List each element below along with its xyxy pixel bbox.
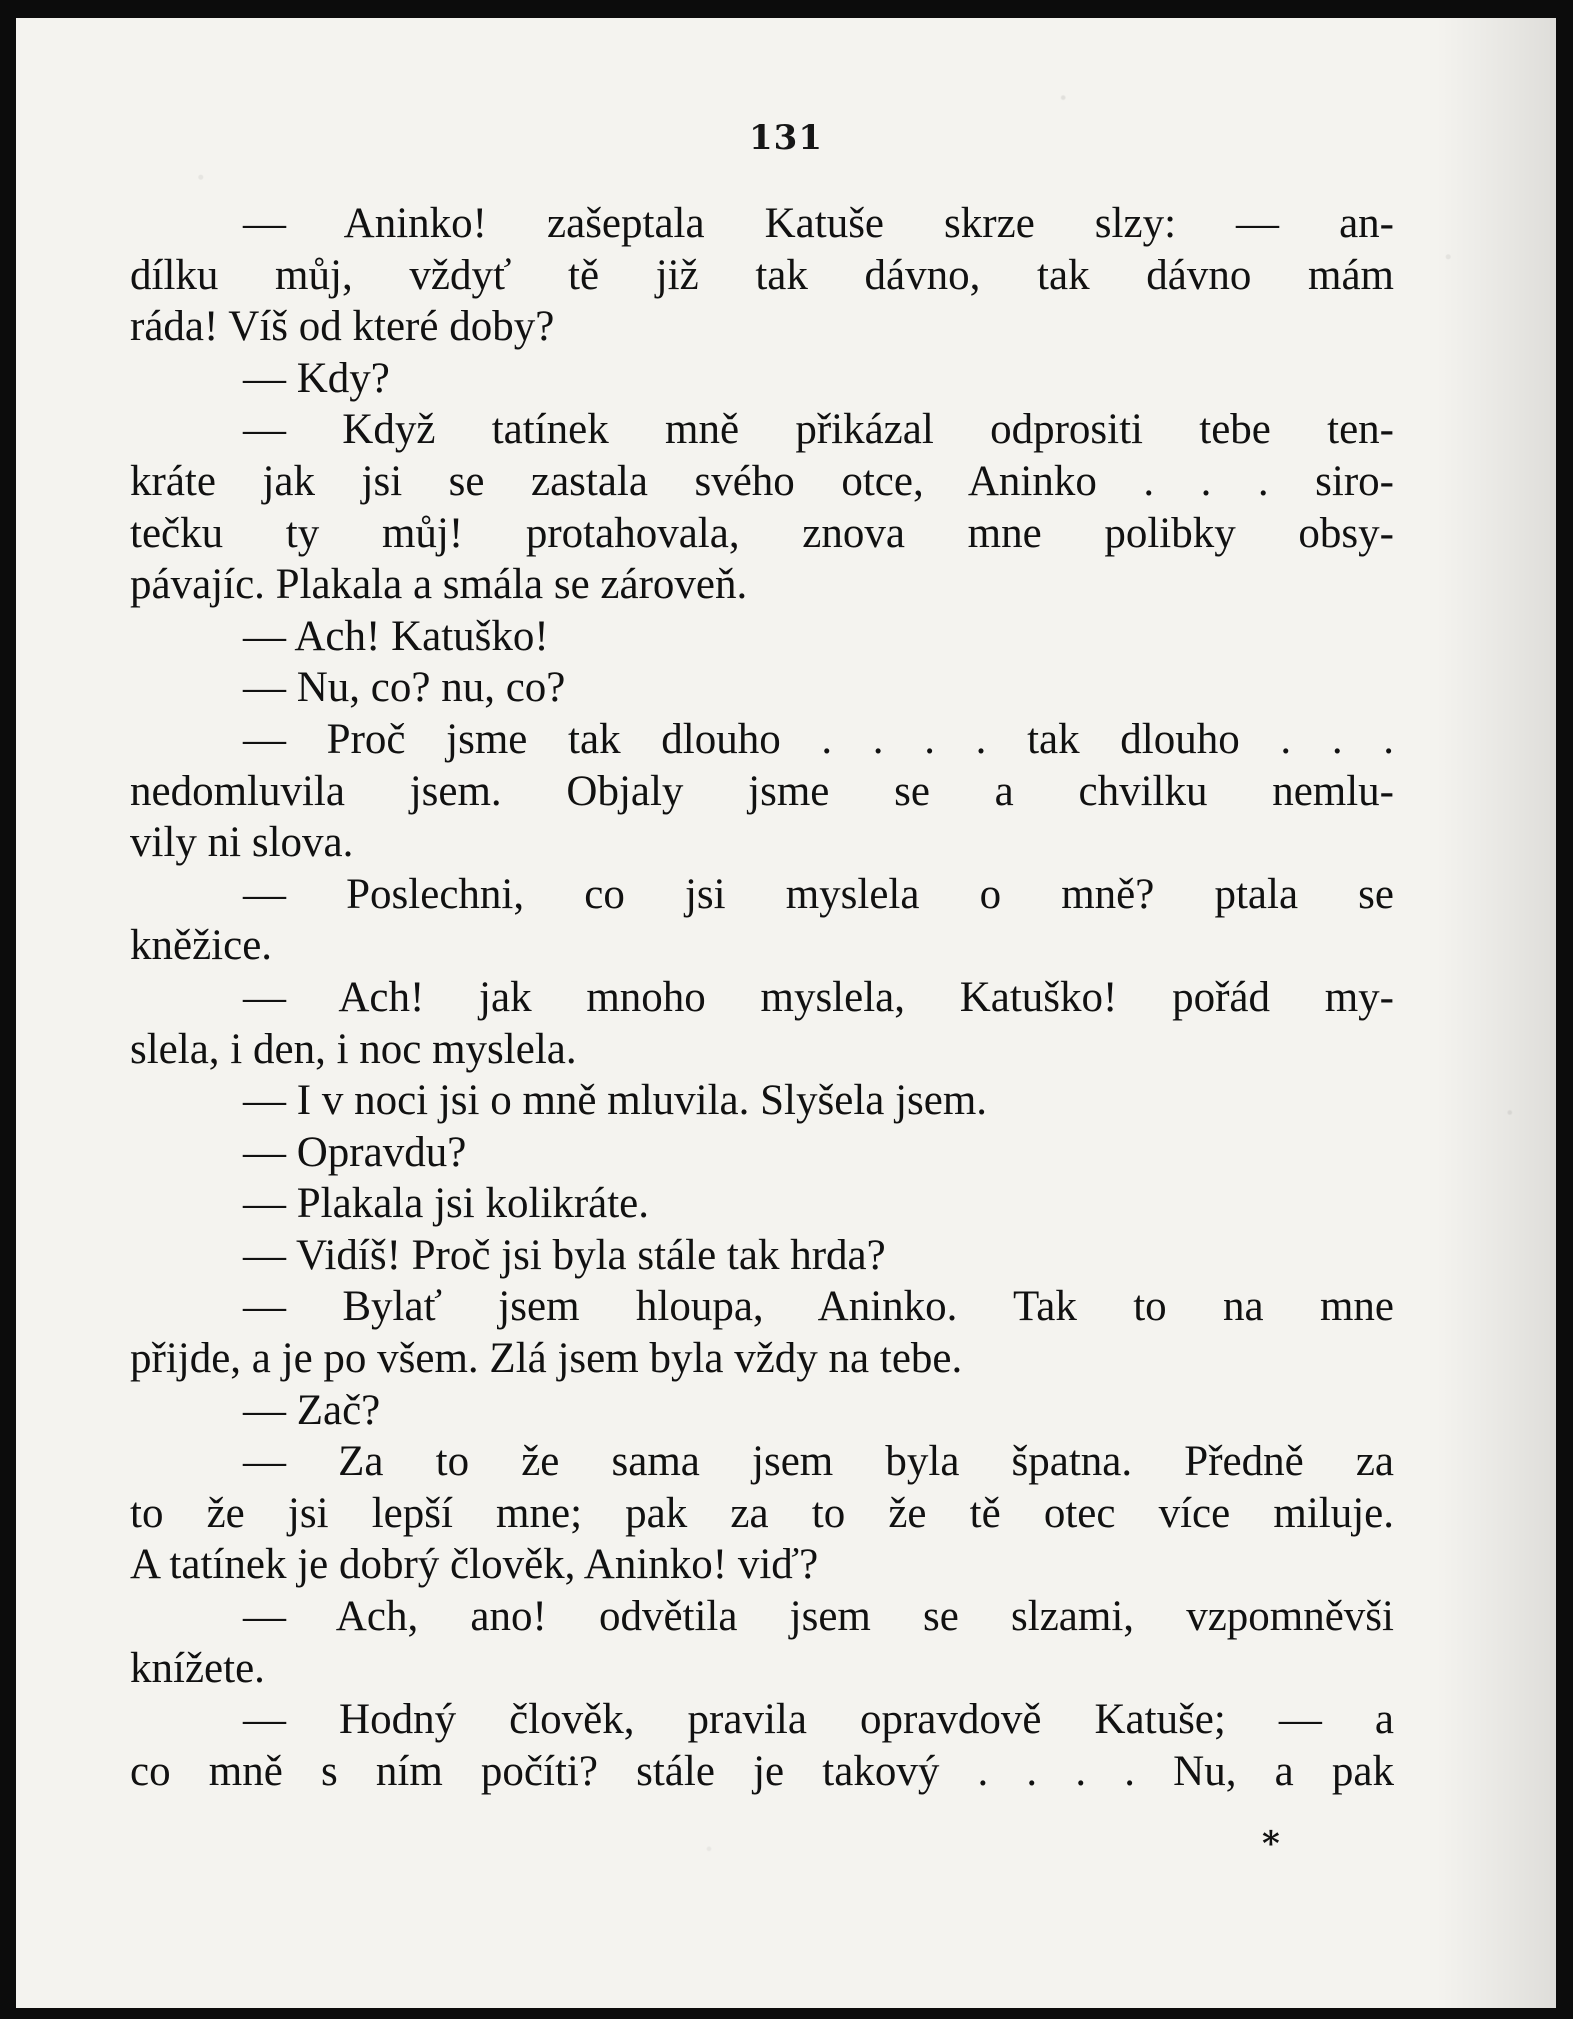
text-line: — I v noci jsi o mně mluvila. Slyšela jsem. — [243, 1077, 988, 1125]
text-line: tečku ty můj! protahovala, znova mne polibky obsy- — [130, 509, 1394, 557]
page-number: 131 — [749, 118, 823, 158]
text-line: — Plakala jsi kolikráte. — [243, 1180, 650, 1228]
text-line: kráte jak jsi se zastala svého otce, Aninko . . . siro- — [130, 457, 1394, 505]
text-line: — Poslechni, co jsi myslela o mně? ptala se — [243, 870, 1394, 918]
text-line: — Když tatínek mně přikázal odprositi tebe ten- — [243, 406, 1394, 454]
text-line: A tatínek je dobrý člověk, Aninko! viď? — [130, 1541, 819, 1589]
text-line: — Zač? — [243, 1386, 381, 1434]
text-line: — Ach! Katuško! — [243, 612, 549, 660]
text-line: — Ach, ano! odvětila jsem se slzami, vzpomněvši — [243, 1593, 1394, 1641]
text-line: — Opravdu? — [243, 1128, 467, 1176]
text-line: to že jsi lepší mne; pak za to že tě otec více miluje. — [130, 1489, 1394, 1537]
text-line: — Za to že sama jsem byla špatna. Předně za — [243, 1438, 1394, 1486]
signature-mark: * — [1262, 1824, 1280, 1864]
page-gutter-shadow — [1436, 18, 1556, 2008]
text-line: — Ach! jak mnoho myslela, Katuško! pořád my- — [243, 973, 1394, 1021]
text-line: slela, i den, i noc myslela. — [130, 1025, 577, 1073]
text-line: kněžice. — [130, 922, 273, 970]
text-line: dílku můj, vždyť tě již tak dávno, tak dávno mám — [130, 251, 1394, 299]
book-page — [16, 18, 1556, 2008]
body-text — [130, 198, 1394, 1797]
text-line: přijde, a je po všem. Zlá jsem byla vždy na tebe. — [130, 1335, 963, 1383]
text-line: knížete. — [130, 1644, 265, 1692]
text-line: — Proč jsme tak dlouho . . . . tak dlouho . . . — [243, 715, 1394, 763]
text-line: — Vidíš! Proč jsi byla stále tak hrda? — [243, 1231, 886, 1279]
text-line: ráda! Víš od které doby? — [130, 303, 555, 351]
text-line: — Aninko! zašeptala Katuše skrze slzy: — an- — [243, 200, 1394, 247]
text-line: — Kdy? — [243, 354, 390, 402]
text-line: vily ni slova. — [130, 819, 354, 867]
text-line: — Bylať jsem hloupa, Aninko. Tak to na mne — [243, 1283, 1394, 1331]
text-line: — Nu, co? nu, co? — [243, 664, 566, 712]
text-line: nedomluvila jsem. Objaly jsme se a chvilku nemlu- — [130, 767, 1394, 815]
text-line: co mně s ním počíti? stále je takový . . . . Nu, a pak — [130, 1747, 1394, 1795]
text-line: — Hodný člověk, pravila opravdově Katuše; — a — [243, 1696, 1394, 1744]
text-line: pávajíc. Plakala a smála se zároveň. — [130, 561, 748, 609]
